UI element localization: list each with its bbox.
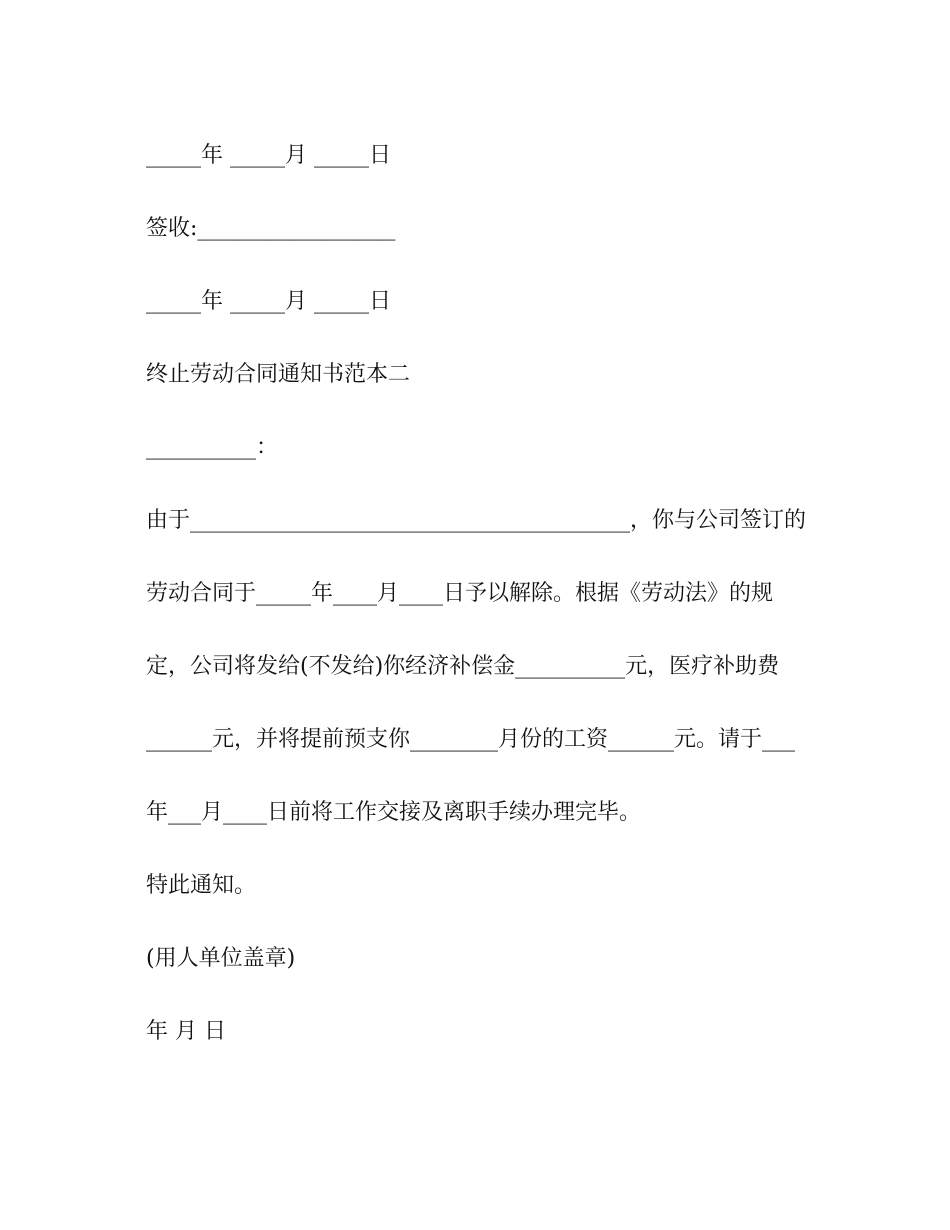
body-line-5: 年___月____日前将工作交接及离职手续办理完毕。 — [146, 800, 642, 825]
company-seal-note: (用人单位盖章) — [146, 946, 296, 971]
recipient-line: __________： — [146, 435, 279, 460]
section-title: 终止劳动合同通知书范本二 — [146, 362, 411, 387]
signature-receipt-line: 签收:__________________ — [146, 216, 396, 241]
date-line-1: _____年 _____月 _____日 — [146, 143, 391, 168]
body-line-3: 定，公司将发给(不发给)你经济补偿金__________元，医疗补助费 — [146, 654, 780, 679]
body-line-2: 劳动合同于_____年____月____日予以解除。根据《劳动法》的规 — [146, 581, 774, 606]
date-line-2: _____年 _____月 _____日 — [146, 289, 391, 314]
body-line-4: ______元，并将提前预支你________月份的工资______元。请于___ — [146, 727, 796, 752]
date-line-3: 年 月 日 — [146, 1019, 226, 1044]
notice-closing: 特此通知。 — [146, 873, 257, 898]
body-line-1: 由于________________________________________，你与公司签订的 — [146, 508, 807, 533]
